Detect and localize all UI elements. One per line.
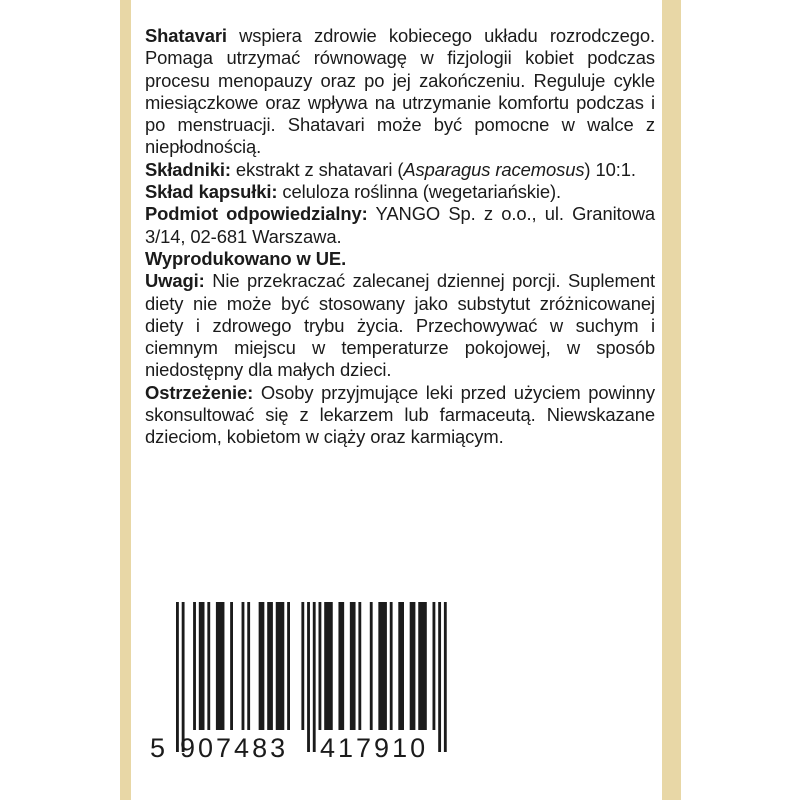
barcode-bar [247,602,250,730]
warning-label: Ostrzeżenie: [145,381,254,403]
made-in-label: Wyprodukowano w UE. [145,247,347,269]
intro-paragraph [145,25,655,159]
barcode-bar [350,602,356,730]
capsule-label: Skład kapsułki: [145,181,278,203]
responsible-text: YANGO Sp. z o.o., ul. Granitowa 3/14, 02-681 Warszawa. [145,203,656,247]
notes-paragraph [145,270,655,381]
barcode-bar [193,602,196,730]
responsible-paragraph [145,203,655,248]
barcode-bar [410,602,416,730]
barcode-first-digit: 5 [150,733,169,763]
barcode-right-digits: 417910 [320,733,429,763]
product-name: Shatavari [145,25,227,46]
barcode-left-digits: 907483 [180,733,289,763]
barcode-bar [378,602,387,730]
made-in-paragraph [145,248,655,270]
capsule-text: celuloza roślinna (wegetariańskie). [277,181,562,203]
barcode-bar [199,602,205,730]
barcode-bar [307,602,310,752]
barcode-bar [390,602,393,730]
barcode-bar [216,602,225,730]
barcode-bar [338,602,344,730]
barcode-bar [242,602,245,730]
notes-label: Uwagi: [145,270,205,292]
barcode-bar [267,602,273,730]
ingredients-paragraph [145,159,655,181]
barcode-bar [276,602,285,730]
barcode-bar [438,602,441,752]
barcode-bar [301,602,304,730]
capsule-paragraph [145,181,655,203]
barcode-bar [230,602,233,730]
barcode-bar [418,602,427,730]
barcode-bar [182,602,185,752]
barcode-bar [358,602,361,730]
label-text-block [145,25,655,449]
barcode-bar [398,602,404,730]
barcode-bar [444,602,447,752]
barcode-bar [287,602,290,730]
barcode-bar [207,602,210,730]
barcode-bar [313,602,316,752]
ingredients-label: Składniki: [145,158,231,180]
barcode-bar [319,602,322,730]
barcode-bar [176,602,179,752]
latin-name: Asparagus racemosus [403,158,585,180]
label-border-left [120,0,131,800]
responsible-label: Podmiot odpowiedzialny: [145,203,368,225]
ingredients-text-after: ) 10:1. [584,158,636,180]
ingredients-text-before: ekstrakt z shatavari ( [230,158,404,180]
notes-text: Nie przekraczać zalecanej dziennej porcji. Suplement diety nie może być stosowany jako substytut zróżnicowanej diety i zdrowego trybu życia. Przechowywać w suchym i ciemnym miejscu w temperaturze pokojowej, w sposób niedostępny dla małych dzieci. [145,270,655,381]
label-border-right [662,0,681,800]
barcode-bar [433,602,436,730]
warning-text: Osoby przyjmujące leki przed użyciem powinny skonsultować się z lekarzem lub farmaceutą. Niewskazane dzieciom, kobietom w ciąży oraz karmiącym. [145,381,655,448]
barcode-bar [324,602,333,730]
barcode-bar [259,602,265,730]
barcode-bar [370,602,373,730]
warning-paragraph [145,382,655,449]
intro-text: wspiera zdrowie kobiecego układu rozrodczego. Pomaga utrzymać równowagę w fizjologii kobiet podczas procesu menopauzy oraz po jej zakończeniu. Reguluje cykle miesiączkowe oraz wpływa na utrzymanie komfortu podczas i po menstruacji. Shatavari może być pomocne w walce z niepłodnością. [145,25,655,158]
